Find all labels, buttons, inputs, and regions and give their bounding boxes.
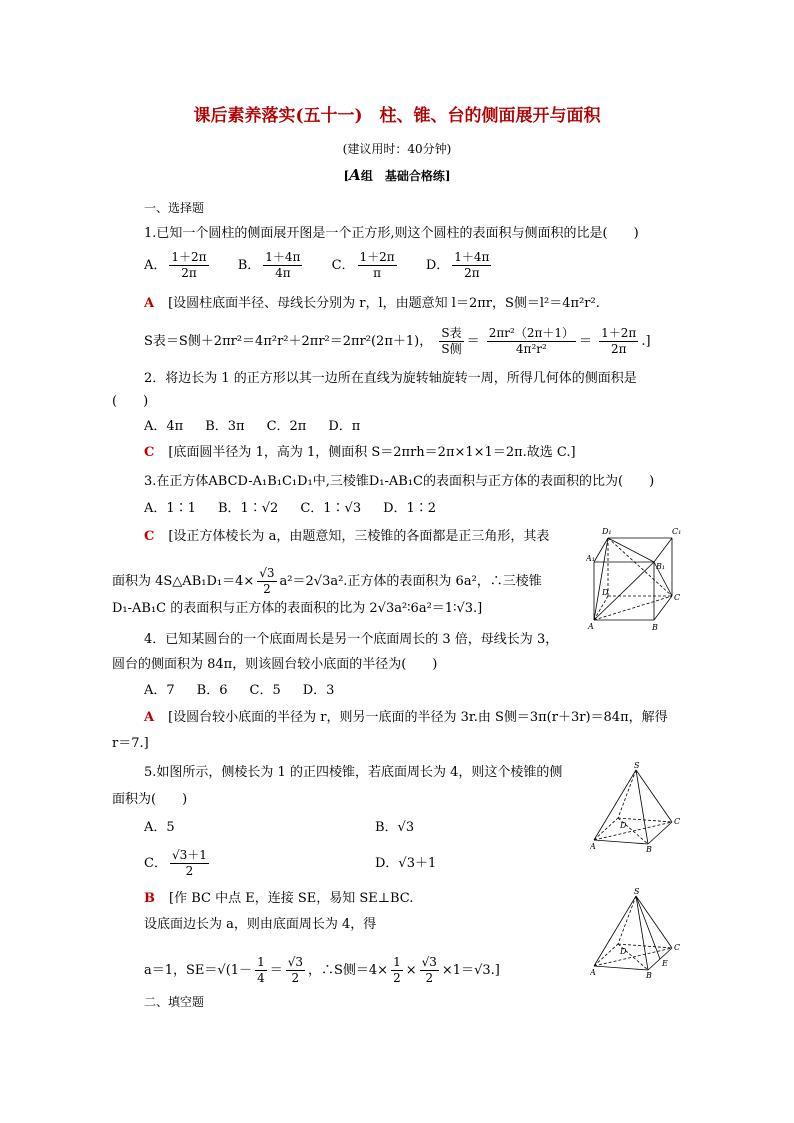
q5-option-c[interactable]: C． $\frac{√3+1}{2}$: [144, 848, 207, 878]
cube-label: D₁: [602, 527, 612, 536]
q1-text: 1.已知一个圆柱的侧面展开图是一个正方形,则这个圆柱的表面积与侧面积的比是( ): [144, 226, 639, 241]
q4-options: [144, 683, 356, 699]
pyramid-label: A: [590, 842, 596, 851]
q2-option[interactable]: A．4π: [144, 419, 184, 434]
group-heading: [0, 167, 794, 184]
pyramid-label: B: [646, 845, 652, 852]
q5-answer: B: [144, 891, 155, 906]
q4-text-2: 圆台的侧面积为 84π，则该圆台较小底面的半径为( ): [112, 657, 438, 672]
cube-figure: [586, 524, 686, 634]
q4-option[interactable]: A．7: [144, 683, 175, 698]
q5-option-b[interactable]: B．√3: [375, 820, 415, 835]
q1-option[interactable]: C． $\frac{1+2\pi}{\pi}$: [331, 250, 395, 280]
q5-solution-2: 设底面边长为 a，则由底面周长为 4，得: [144, 917, 377, 932]
cube-label: C: [674, 593, 681, 602]
q4-option[interactable]: C．5: [249, 683, 281, 698]
time-hint: (建议用时：40分钟): [342, 142, 452, 156]
q3-option[interactable]: B．1∶√2: [217, 501, 279, 516]
q1-answer: A: [144, 296, 155, 311]
section-choice: 一、选择题: [144, 201, 205, 215]
q5-solution-3: a＝1，SE＝√(1－ $\frac{1}{4}$ ＝ $\frac{√3}{2}$ ，∴S侧＝4× $\frac{1}{2}$ × $\frac{√3}{2}$ ×1＝√3.]: [144, 955, 500, 985]
cube-label: B: [652, 623, 658, 632]
pyramid-label: S: [634, 887, 640, 896]
q3-option[interactable]: D．1∶2: [383, 501, 437, 516]
q4-option[interactable]: D．3: [302, 683, 335, 698]
pyramid-label: E: [662, 959, 668, 968]
cube-label: C₁: [672, 527, 682, 536]
q2-text-2: ( ): [112, 394, 149, 409]
pyramid-label: C: [674, 817, 681, 826]
section-fill: 二、填空题: [144, 995, 205, 1009]
group-text: 组 基础合格练: [360, 169, 445, 183]
q2-text: 2．将边长为 1 的正方形以其一边所在直线为旋转轴旋转一周，所得几何体的侧面积是: [144, 371, 637, 386]
pyramid-label: D: [620, 947, 627, 956]
q5-solution-1: B [作 BC 中点 E，连接 SE，易知 SE⊥BC.: [144, 891, 414, 906]
pyramid-label: D: [620, 821, 627, 830]
pyramid-label: A: [590, 968, 596, 977]
q1-solution-2: S表＝S侧＋2πr²＝4π²r²＋2πr²＝2πr²(2π＋1)， $\frac{\text{S表}}{\text{S侧}}$ ＝ $\frac{\text{2πr²（2π＋1）}}{\text{4π²r²}}$ ＝ $\frac{1+2\pi}{2\pi}$ .]: [144, 326, 651, 356]
q3-option[interactable]: A．1∶1: [144, 501, 196, 516]
q2-options: [144, 419, 382, 435]
pyramid-label: C: [674, 943, 681, 952]
q3-answer: C: [144, 529, 155, 544]
q3-solution-3: D₁-AB₁C 的表面积与正方体的表面积的比为 2√3a²∶6a²＝1∶√3.]: [112, 601, 483, 616]
q5-option-a[interactable]: A．5: [144, 820, 175, 835]
pyramid-figure: [590, 760, 690, 852]
q4-text: 4．已知某圆台的一个底面周长是另一个底面周长的 3 倍，母线长为 3，: [144, 632, 559, 647]
group-letter: A: [349, 166, 361, 184]
q3-solution-2: 面积为 4S△AB₁D₁＝4× $\frac{√3}{2}$ a²＝2√3a².正方体的表面积为 6a²，∴三棱锥: [112, 566, 542, 596]
q3-option[interactable]: C．1∶√3: [300, 501, 362, 516]
q3-options: [144, 501, 458, 517]
q1-option[interactable]: A． $\frac{1+2\pi}{2\pi}$: [144, 250, 207, 280]
pyramid-label: S: [634, 761, 640, 770]
q4-option[interactable]: B．6: [196, 683, 228, 698]
q2-option[interactable]: D．π: [328, 419, 361, 434]
q2-option[interactable]: B．3π: [205, 419, 245, 434]
q1-solution-1: A [设圆柱底面半径、母线长分别为 r，l，由题意知 l＝2πr，S侧＝l²＝4π²r².: [144, 296, 600, 311]
q4-solution-2: r＝7.]: [112, 736, 149, 751]
q2-answer: C: [144, 445, 155, 460]
pyramid-figure-e: [590, 886, 690, 978]
q5-text: 5.如图所示，侧棱长为 1 的正四棱锥，若底面周长为 4，则这个棱锥的侧: [144, 765, 563, 780]
q2-option[interactable]: C．2π: [266, 419, 307, 434]
q1-option[interactable]: B． $\frac{1+4\pi}{4\pi}$: [237, 250, 301, 280]
bracket-right: ]: [444, 169, 451, 183]
q4-solution-1: A [设圆台较小底面的半径为 r，则另一底面的半径为 3r.由 S侧＝3π(r＋3r)＝84π，解得: [144, 710, 668, 725]
q3-text: 3.在正方体ABCD-A₁B₁C₁D₁中,三棱锥D₁-AB₁C的表面积与正方体的表面积的比为( ): [144, 474, 655, 489]
q1-options: [144, 250, 516, 281]
bracket-left: [: [343, 169, 350, 183]
q4-answer: A: [144, 710, 155, 725]
q5-text-2: 面积为( ): [112, 792, 188, 807]
cube-label: A₁: [586, 554, 595, 563]
pyramid-label: B: [646, 971, 652, 978]
cube-label: D: [602, 588, 609, 597]
page-title: 课后素养落实(五十一) 柱、锥、台的侧面展开与面积: [193, 106, 601, 126]
q2-solution: C [底面圆半径为 1，高为 1，侧面积 S＝2πrh＝2π×1×1＝2π.故选 C.]: [144, 445, 576, 460]
q3-solution-1: C [设正方体棱长为 a，由题意知，三棱锥的各面都是正三角形，其表: [144, 529, 550, 544]
q5-option-d[interactable]: D．√3＋1: [375, 856, 437, 871]
q1-option[interactable]: D． $\frac{1+4\pi}{2\pi}$: [425, 250, 490, 280]
cube-label: A: [588, 622, 594, 631]
cube-label: B₁: [656, 562, 666, 571]
